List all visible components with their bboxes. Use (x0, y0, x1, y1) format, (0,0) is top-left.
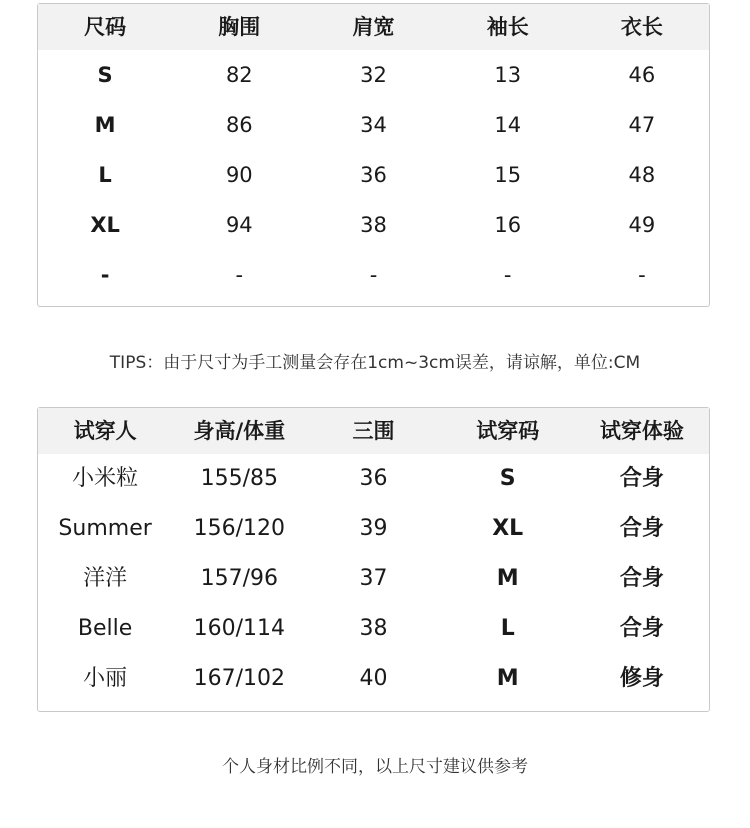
measurements-cell: 38 (359, 616, 388, 641)
header-length: 衣长 (620, 14, 663, 39)
tester-cell: 洋洋 (83, 566, 128, 591)
measurements-cell: 39 (359, 516, 388, 541)
header-tester: 试穿人 (73, 418, 137, 443)
header-sleeve: 袖长 (486, 14, 529, 39)
fit-cell: 修身 (619, 666, 664, 691)
try-on-table (37, 407, 710, 712)
shoulder-cell: - (369, 262, 378, 287)
size-chart-header-row (38, 4, 709, 50)
tester-cell: Belle (77, 616, 133, 641)
header-size: 尺码 (84, 14, 127, 39)
table-row (38, 200, 709, 250)
size-cell: S (97, 62, 113, 87)
try-on-header-row (38, 408, 709, 454)
fit-cell: 合身 (619, 616, 664, 641)
shoulder-cell: 32 (360, 62, 387, 87)
sleeve-cell: 16 (494, 212, 522, 237)
tester-cell: 小丽 (83, 666, 128, 691)
table-row (38, 604, 709, 654)
table-row (38, 150, 709, 200)
length-cell: 46 (628, 62, 656, 87)
tried-size-cell: M (496, 566, 519, 591)
shoulder-cell: 34 (360, 112, 387, 137)
tried-size-cell: XL (492, 516, 524, 541)
size-cell: - (100, 262, 110, 287)
header-chest: 胸围 (218, 14, 261, 39)
height-weight-cell: 167/102 (193, 666, 285, 691)
height-weight-cell: 156/120 (193, 516, 285, 541)
length-cell: 47 (628, 112, 656, 137)
tester-cell: Summer (58, 516, 152, 541)
tried-size-cell: M (496, 666, 519, 691)
header-fit-experience: 试穿体验 (599, 418, 684, 443)
chest-cell: 90 (225, 162, 253, 187)
chest-cell: 86 (225, 112, 253, 137)
length-cell: 48 (628, 162, 656, 187)
chest-cell: 94 (225, 212, 253, 237)
height-weight-cell: 160/114 (193, 616, 285, 641)
size-chart-table (37, 3, 710, 307)
chest-cell: 82 (225, 62, 253, 87)
sleeve-cell: 13 (494, 62, 522, 87)
fit-cell: 合身 (619, 466, 664, 491)
table-row (38, 250, 709, 300)
height-weight-cell: 157/96 (200, 566, 278, 591)
header-measurements: 三围 (352, 418, 395, 443)
fit-cell: 合身 (619, 566, 664, 591)
tried-size-cell: L (500, 616, 515, 641)
size-cell: L (98, 162, 112, 187)
size-cell: M (94, 112, 116, 137)
table-row (38, 504, 709, 554)
fit-cell: 合身 (619, 516, 664, 541)
table-row (38, 454, 709, 504)
header-tried-size: 试穿码 (476, 418, 540, 443)
length-cell: 49 (628, 212, 656, 237)
fit-disclaimer: 个人身材比例不同，以上尺寸建议供参考 (222, 757, 528, 777)
sleeve-cell: 14 (494, 112, 522, 137)
measurements-cell: 40 (359, 666, 388, 691)
height-weight-cell: 155/85 (200, 466, 278, 491)
measurements-cell: 36 (359, 466, 388, 491)
size-cell: XL (90, 212, 120, 237)
tester-cell: 小米粒 (72, 466, 139, 491)
header-height-weight: 身高/体重 (193, 418, 286, 443)
header-shoulder: 肩宽 (352, 14, 395, 39)
shoulder-cell: 38 (360, 212, 387, 237)
table-row (38, 654, 709, 704)
table-row (38, 100, 709, 150)
shoulder-cell: 36 (360, 162, 387, 187)
measurement-tips: TIPS：由于尺寸为手工测量会存在1cm~3cm误差，请谅解，单位:CM (109, 353, 641, 373)
sleeve-cell: - (503, 262, 512, 287)
measurements-cell: 37 (359, 566, 388, 591)
length-cell: - (638, 262, 646, 287)
sleeve-cell: 15 (494, 162, 522, 187)
table-row (38, 554, 709, 604)
chest-cell: - (235, 262, 244, 287)
tried-size-cell: S (499, 466, 516, 491)
table-row (38, 50, 709, 100)
